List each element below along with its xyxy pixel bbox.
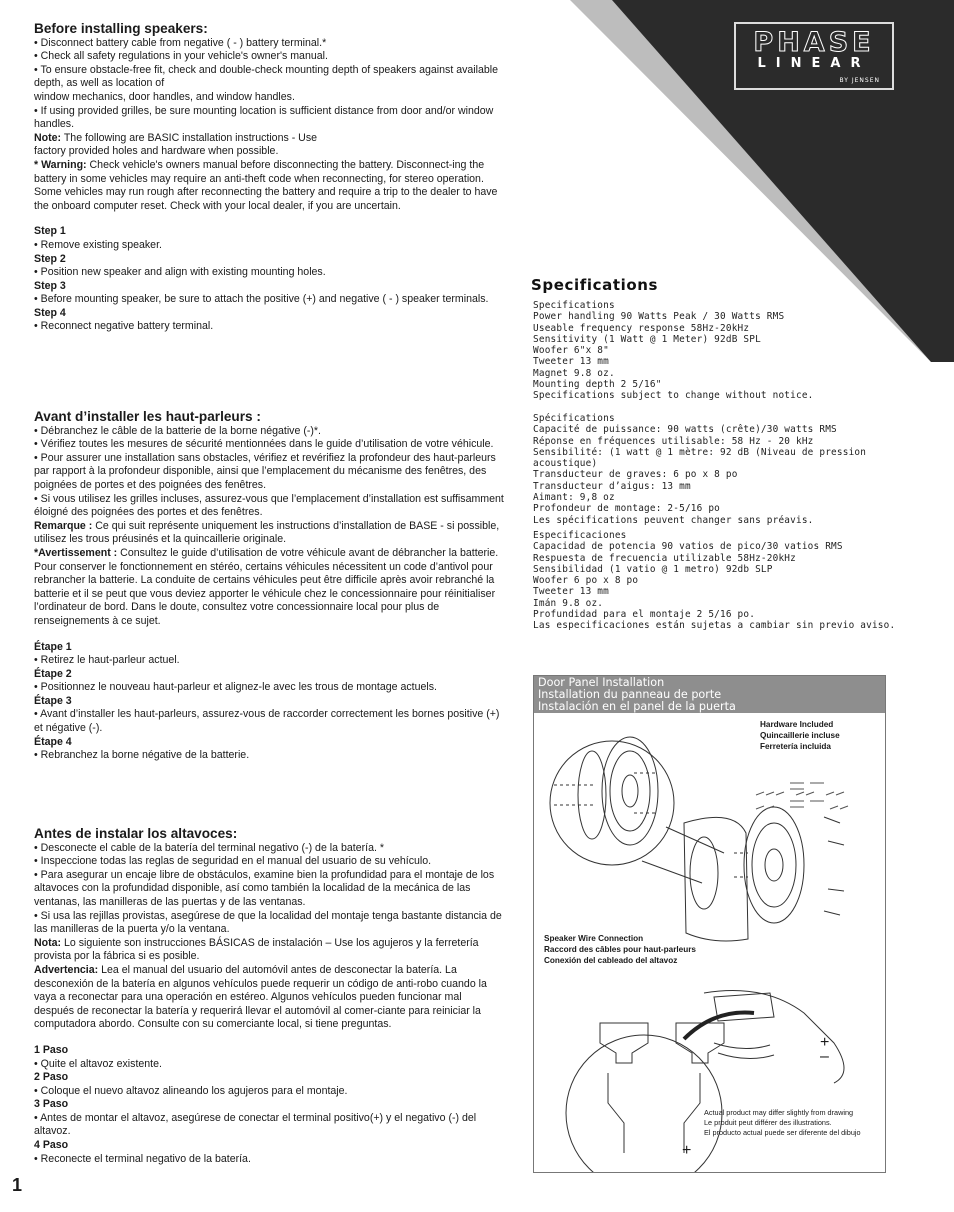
note-text: The following are BASIC installation instructions - Use bbox=[61, 131, 318, 144]
english-note-cont: factory provided holes and hardware when possible. bbox=[34, 145, 279, 158]
english-steps bbox=[34, 225, 504, 334]
wire-line: Conexión del cableado del altavoz bbox=[544, 956, 678, 965]
note-label: Note: bbox=[34, 131, 62, 144]
step-label: Étape 2 bbox=[34, 667, 72, 680]
drawing-disclaimer bbox=[704, 1108, 861, 1138]
step-label: 2 Paso bbox=[34, 1071, 69, 1084]
spanish-note bbox=[34, 937, 504, 964]
spec-line: Tweeter 13 mm bbox=[533, 586, 609, 598]
french-heading: Avant d’installer les haut-parleurs : bbox=[34, 409, 261, 424]
step-text: • Coloque el nuevo altavoz alineando los agujeros para el montaje. bbox=[34, 1084, 348, 1097]
step-label: 1 Paso bbox=[34, 1043, 69, 1056]
brand-logo bbox=[734, 22, 894, 90]
spec-english bbox=[533, 300, 933, 402]
french-line: • Débranchez le câble de la batterie de la borne négative (-)*. bbox=[34, 424, 321, 437]
spec-line: Réponse en fréquences utilisable: 58 Hz - 20 kHz bbox=[533, 435, 814, 447]
spec-line: Power handling 90 Watts Peak / 30 Watts RMS bbox=[533, 311, 785, 323]
panel-header-line: Door Panel Installation bbox=[538, 676, 665, 689]
spec-line: Sensibilité: (1 watt @ 1 mètre: 92 dB (Niveau de pression acoustique) bbox=[533, 446, 867, 470]
spec-line: Profundidad para el montaje 2 5/16 po. bbox=[533, 609, 756, 621]
english-line: window mechanics, door handles, and window handles. bbox=[34, 90, 295, 103]
spec-line: Respuesta de frecuencia utilizable 58Hz-20kHz bbox=[533, 552, 796, 564]
step-text: • Before mounting speaker, be sure to attach the positive (+) and negative ( - ) speaker terminals. bbox=[34, 293, 489, 306]
spec-line: Sensitivity (1 Watt @ 1 Meter) 92dB SPL bbox=[533, 333, 761, 345]
english-heading: Before installing speakers: bbox=[34, 21, 208, 36]
english-section bbox=[34, 22, 504, 334]
step-label: Step 3 bbox=[34, 279, 66, 292]
spec-line: Imán 9.8 oz. bbox=[533, 597, 604, 609]
spec-line: Mounting depth 2 5/16" bbox=[533, 379, 662, 391]
step-label: 3 Paso bbox=[34, 1098, 69, 1111]
note-text: Lo siguiente son instrucciones BÁSICAS de instalación – Use los agujeros y la ferretería provista por la fábrica si es posible. bbox=[34, 936, 479, 963]
plus-sign-bottom: + bbox=[682, 1142, 692, 1159]
spec-line: Spécifications bbox=[533, 413, 615, 424]
spec-line: Woofer 6"x 8" bbox=[533, 345, 609, 357]
minus-sign: – bbox=[820, 1048, 829, 1065]
warning-text: Lea el manual del usuario del automóvil antes de desconectar la batería. La desconexión de la batería en algunos vehículos puede requerir un código de anti-robo cuando la vaya a reconectar para una operación en estéreo. Algunos vehículos pueden funcionar mal después de reconectar la batería y requerirá llevar el automóvil al comer-ciante para reiniciar la computadora abordo. Consulte con su comerciante local, si tiene preguntas. bbox=[34, 963, 487, 1031]
spec-line: Useable frequency response 58Hz-20kHz bbox=[533, 322, 750, 334]
step-text: • Rebranchez la borne négative de la batterie. bbox=[34, 749, 250, 762]
spanish-heading: Antes de instalar los altavoces: bbox=[34, 826, 238, 841]
spanish-warning bbox=[34, 964, 504, 1032]
panel-header-line: Instalación en el panel de la puerta bbox=[538, 700, 736, 713]
plus-sign: + bbox=[820, 1034, 830, 1051]
step-label: Step 2 bbox=[34, 252, 66, 265]
spanish-line: • Si usa las rejillas provistas, asegúrese de que la localidad del montaje tenga bastante distancia de las manilleras de la puerta y/o la ventana. bbox=[34, 909, 502, 936]
spanish-line: • Para asegurar un encaje libre de obstáculos, examine bien la profundidad para el montaje de los altavoces con la profundidad disponible, así como también la localidad de la mecánica de las ventanas, las manilleras de las puertas y de las ventanas. bbox=[34, 868, 495, 908]
step-text: • Antes de montar el altavoz, asegúrese de conectar el terminal positivo(+) y el negativo (-) del altavoz. bbox=[34, 1111, 477, 1138]
step-label: Étape 4 bbox=[34, 735, 72, 748]
spec-line: Aimant: 9,8 oz bbox=[533, 492, 615, 504]
english-line: • Check all safety regulations in your vehicle's owner's manual. bbox=[34, 50, 328, 63]
wire-line: Raccord des câbles pour haut-parleurs bbox=[544, 945, 696, 954]
hardware-line: Hardware Included bbox=[760, 720, 834, 729]
note-label: Nota: bbox=[34, 936, 62, 949]
spec-line: Transducteur d’aigus: 13 mm bbox=[533, 480, 691, 492]
french-line: • Pour assurer une installation sans obstacles, vérifiez et revérifiez la profondeur des haut-parleurs par rapport à la profondeur disponible, ainsi que l’emplacement du mécanisme des fenêtres, des poignées de portes et des poignées des fenêtres. bbox=[34, 451, 496, 491]
speaker-wire-caption bbox=[544, 933, 696, 966]
french-line: • Vérifiez toutes les mesures de sécurité mentionnées dans le guide d’utilisation de votre véhicule. bbox=[34, 438, 494, 451]
hardware-line: Quincaillerie incluse bbox=[760, 731, 840, 740]
french-note bbox=[34, 520, 504, 547]
french-steps bbox=[34, 641, 504, 763]
step-label: Step 4 bbox=[34, 306, 66, 319]
spec-line: Tweeter 13 mm bbox=[533, 356, 609, 368]
spec-line: Woofer 6 po x 8 po bbox=[533, 575, 639, 587]
english-line: • To ensure obstacle-free fit, check and double-check mounting depth of speakers against available depth, as well as location of bbox=[34, 63, 499, 90]
terminal-signs bbox=[820, 1036, 829, 1064]
note-text: Ce qui suit représente uniquement les instructions d’installation de BASE - si possible, utilisez les trous préusinés et la quincaillerie originale. bbox=[34, 519, 500, 546]
logo-by-text: BY JENSEN bbox=[839, 77, 880, 84]
note-label: Remarque : bbox=[34, 519, 93, 532]
door-panel-header bbox=[534, 676, 885, 713]
warning-label: * Warning: bbox=[34, 158, 87, 171]
french-line: • Si vous utilisez les grilles incluses, assurez-vous que l’emplacement d’installation est suffisamment éloigné des poignées des portes et des fenêtres. bbox=[34, 492, 504, 519]
step-label: 4 Paso bbox=[34, 1139, 69, 1152]
disclaimer-line: Actual product may differ slightly from drawing bbox=[704, 1108, 854, 1117]
step-label: Step 1 bbox=[34, 225, 66, 238]
step-text: • Positionnez le nouveau haut-parleur et alignez-le avec les trous de montage actuels. bbox=[34, 681, 437, 694]
hardware-included-caption bbox=[760, 719, 840, 752]
step-text: • Reconecte el terminal negativo de la batería. bbox=[34, 1152, 251, 1165]
english-line: • Disconnect battery cable from negative ( - ) battery terminal.* bbox=[34, 36, 327, 49]
door-panel-diagram bbox=[533, 675, 886, 1173]
disclaimer-line: Le produit peut différer des illustrations. bbox=[704, 1118, 832, 1127]
english-warning bbox=[34, 159, 504, 213]
spec-line: Las especificaciones están sujetas a cambiar sin previo aviso. bbox=[533, 620, 896, 632]
spec-line: Specifications subject to change without notice. bbox=[533, 390, 814, 402]
logo-line-text: LINEAR bbox=[757, 56, 871, 71]
english-line: • If using provided grilles, be sure mounting location is sufficient distance from door and/or window handles. bbox=[34, 104, 494, 131]
step-label: Étape 1 bbox=[34, 640, 72, 653]
step-text: • Remove existing speaker. bbox=[34, 238, 162, 251]
spanish-steps bbox=[34, 1044, 504, 1166]
spec-line: Transducteur de graves: 6 po x 8 po bbox=[533, 469, 738, 481]
warning-label: Advertencia: bbox=[34, 963, 99, 976]
step-text: • Reconnect negative battery terminal. bbox=[34, 320, 214, 333]
warning-text: Consultez le guide d’utilisation de votre véhicule avant de débrancher la batterie. Pour conserver le fonctionnement en stéréo, certains véhicules nécessitent un code d’antivol pour rebrancher la batterie. La conduite de certains véhicules peut être difficile après avoir rebranché la batterie et il se peut que vous deviez apporter le véhicule chez le concessionnaire pour réinitialiser l’ordinateur de bord. Dans le doute, consultez votre concessionnaire local pour plus de renseignements à ce sujet. bbox=[34, 546, 499, 627]
logo-brand-text: PHASE bbox=[753, 27, 875, 58]
wire-line: Speaker Wire Connection bbox=[544, 934, 644, 943]
spec-line: Capacité de puissance: 90 watts (crête)/30 watts RMS bbox=[533, 424, 837, 436]
step-text: • Quite el altavoz existente. bbox=[34, 1057, 162, 1070]
step-text: • Avant d’installer les haut-parleurs, assurez-vous de raccorder correctement les bornes positive (+) et négative (-). bbox=[34, 708, 500, 735]
spanish-line: • Desconecte el cable de la batería del terminal negativo (-) de la batería. * bbox=[34, 841, 384, 854]
spec-french bbox=[533, 413, 933, 526]
spec-line: Sensibilidad (1 vatio @ 1 metro) 92db SLP bbox=[533, 563, 773, 575]
specifications-title: Specifications bbox=[531, 276, 659, 294]
spec-line: Profondeur de montage: 2-5/16 po bbox=[533, 503, 721, 515]
warning-label: *Avertissement : bbox=[34, 546, 118, 559]
french-warning bbox=[34, 547, 504, 629]
step-text: • Position new speaker and align with existing mounting holes. bbox=[34, 266, 326, 279]
spec-line: Especificaciones bbox=[533, 530, 627, 541]
spec-line: Les spécifications peuvent changer sans préavis. bbox=[533, 514, 814, 526]
english-note bbox=[34, 132, 504, 146]
french-section bbox=[34, 410, 504, 763]
spec-line: Specifications bbox=[533, 300, 615, 311]
spanish-section bbox=[34, 827, 504, 1166]
step-text: • Retirez le haut-parleur actuel. bbox=[34, 654, 180, 667]
spec-spanish bbox=[533, 530, 933, 632]
disclaimer-line: El producto actual puede ser diferente del dibujo bbox=[704, 1128, 861, 1137]
page-number: 1 bbox=[12, 1175, 23, 1195]
panel-header-line: Installation du panneau de porte bbox=[538, 688, 722, 701]
spec-line: Capacidad de potencia 90 vatios de pico/30 vatios RMS bbox=[533, 541, 843, 553]
hardware-line: Ferretería incluida bbox=[760, 742, 831, 751]
warning-text: Check vehicle's owners manual before disconnecting the battery. Disconnect-ing the battery in some vehicles may require an anti-theft code when reconnecting, for stereo operation. Some vehicles may run rough after reconnecting the battery and require a trip to the dealer to have the onboard computer reset. Check with your local dealer, if you are uncertain. bbox=[34, 158, 498, 212]
spanish-line: • Inspeccione todas las reglas de seguridad en el manual del usuario de su vehículo. bbox=[34, 855, 432, 868]
spec-line: Magnet 9.8 oz. bbox=[533, 367, 615, 379]
step-label: Étape 3 bbox=[34, 694, 72, 707]
